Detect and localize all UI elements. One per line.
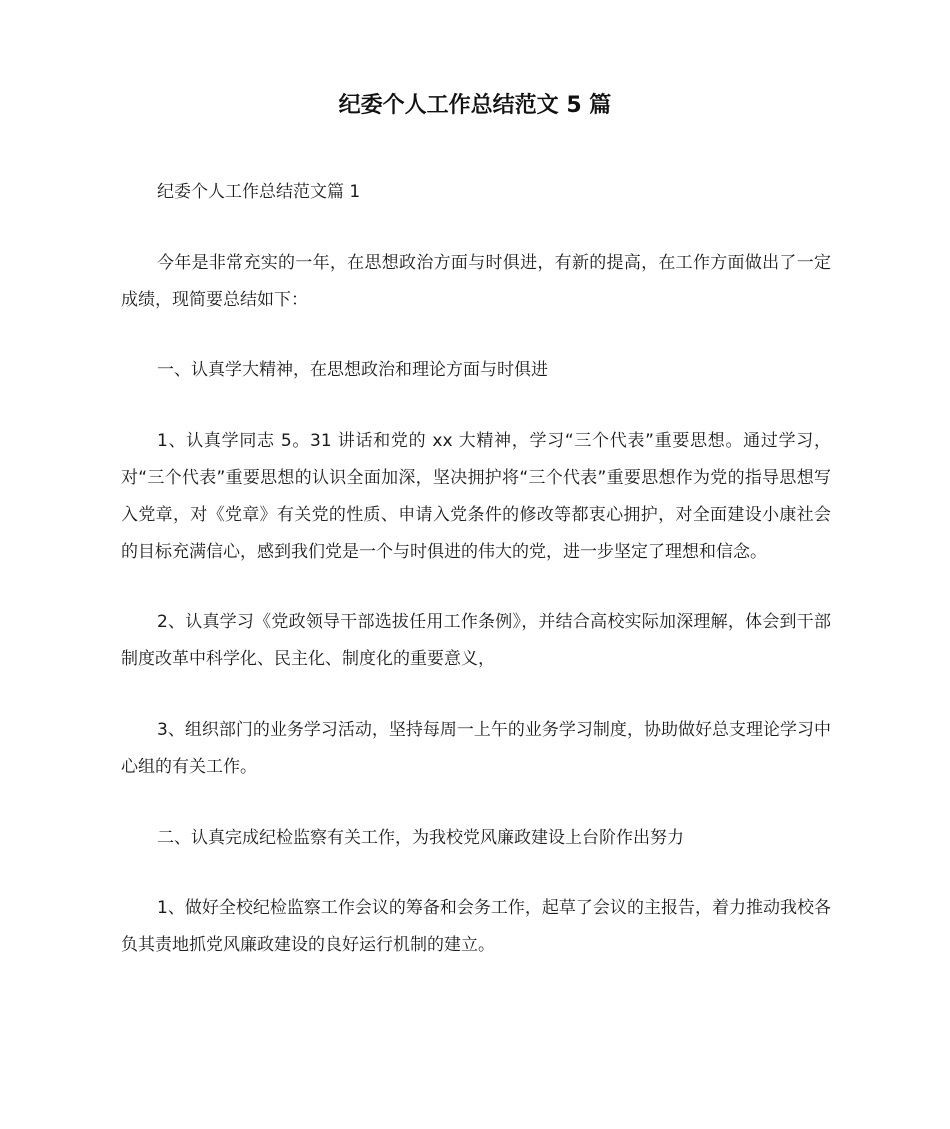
paragraph: 今年是非常充实的一年，在思想政治方面与时俱进，有新的提高，在工作方面做出了一定成绩，现简要总结如下： <box>121 252 831 310</box>
paragraph: 1、做好全校纪检监察工作会议的筹备和会务工作，起草了会议的主报告，着力推动我校各负其责地抓党风廉政建设的良好运行机制的建立。 <box>121 898 831 956</box>
document-body <box>121 174 831 964</box>
section-heading: 二、认真完成纪检监察有关工作，为我校党风廉政建设上台阶作出努力 <box>157 827 684 848</box>
paragraph: 1、认真学同志 5。31 讲话和党的 xx 大精神，学习“三个代表”重要思想。通过学习，对“三个代表”重要思想的认识全面加深，坚决拥护将“三个代表”重要思想作为党的指导思想写入党章，对《党章》有关党的性质、申请入党条件的修改等都衷心拥护，对全面建设小康社会的目标充满信心，感到我们党是一个与时俱进的伟大的党，进一步坚定了理想和信念。 <box>121 431 831 562</box>
paragraph: 3、组织部门的业务学习活动，坚持每周一上午的业务学习制度，协助做好总支理论学习中心组的有关工作。 <box>121 719 831 777</box>
document-title: 纪委个人工作总结范文 5 篇 <box>338 93 612 118</box>
paragraph: 2、认真学习《党政领导干部选拔任用工作条例》，并结合高校实际加深理解，体会到干部制度改革中科学化、民主化、制度化的重要意义， <box>121 612 831 670</box>
section-heading: 纪委个人工作总结范文篇 1 <box>157 182 361 202</box>
section-heading: 一、认真学大精神，在思想政治和理论方面与时俱进 <box>157 360 548 381</box>
